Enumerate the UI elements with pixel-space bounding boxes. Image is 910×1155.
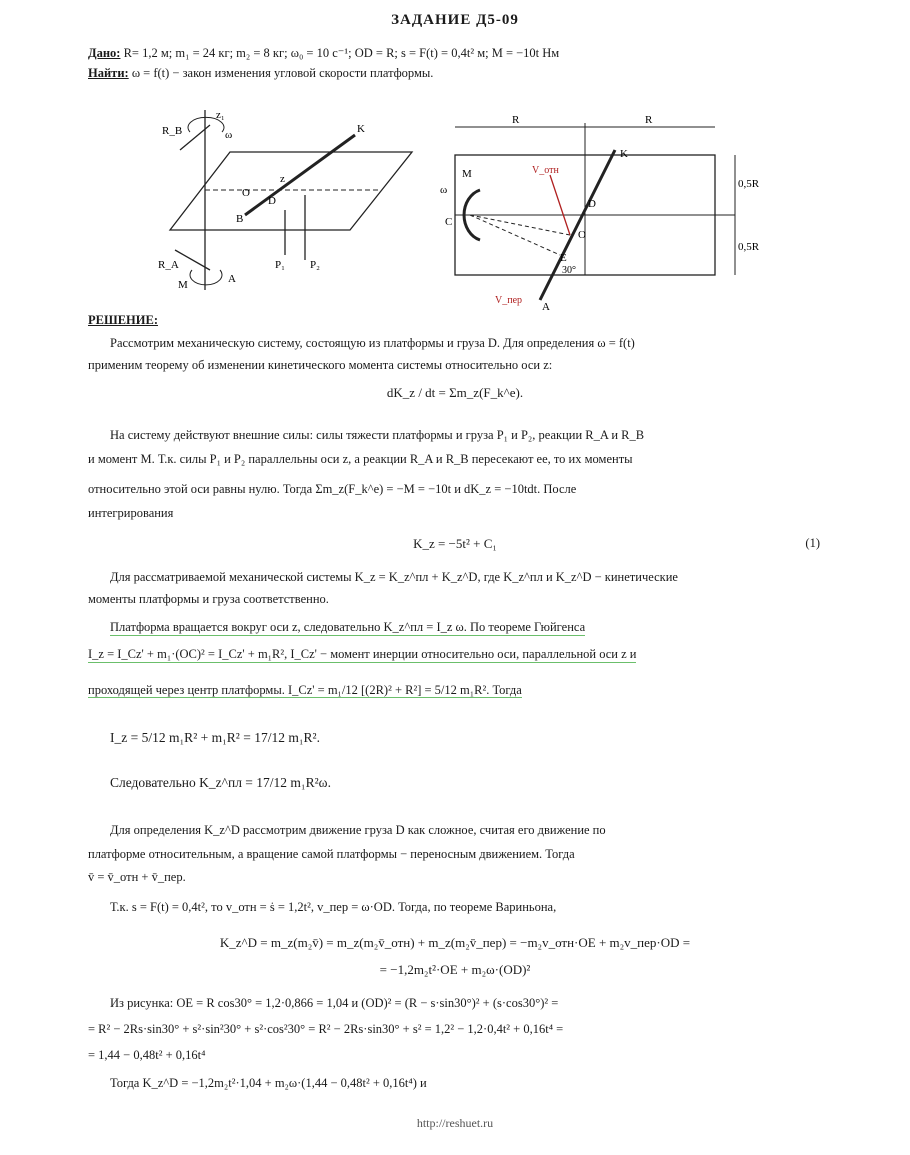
od-line [470, 215, 560, 255]
paragraph-4c-text: проходящей через центр платформы. I_Cz' = m₁/12 [(2R)² + R²] = 5/12 m₁R². Тогда [88, 683, 522, 697]
fig2-label-v-otn: V_отн [532, 165, 559, 176]
equation-6: = −1,2m₂t²·OE + m₂ω·(OD)² [379, 962, 531, 977]
paragraph-4c [88, 683, 522, 698]
page-title: ЗАДАНИЕ Д5-09 [391, 12, 519, 28]
fig2-label-omega: ω [440, 184, 448, 196]
equation-5: K_z^D = m_z(m₂v̄) = m_z(m₂v̄_отн) + m_z(m₂v̄_пер) = −m₂v_отн·OE + m₂v_пер·OD = [219, 935, 691, 950]
fig2-label-k: K [620, 148, 628, 160]
fig1-label-m: M [178, 279, 188, 291]
fig2-label-05r-bottom: 0,5R [738, 241, 760, 253]
paragraph-2b: и момент M. Т.к. силы P₁ и P₂ параллельны оси z, а реакции R_A и R_B пересекают ее, то их моменты [88, 452, 633, 466]
equation-1: dK_z / dt = Σm_z(F_k^e). [386, 385, 524, 400]
fig1-label-p2: P₂ [310, 259, 320, 271]
fig1-label-d: D [268, 195, 276, 207]
paragraph-1b: применим теорему об изменении кинетического момента системы относительно оси z: [88, 358, 553, 372]
paragraph-2d: интегрирования [88, 506, 174, 520]
paragraph-3a: Для рассматриваемой механической системы K_z = K_z^пл + K_z^D, где K_z^пл и K_z^D − кинетические [110, 570, 678, 584]
footer-url[interactable]: http://reshuet.ru [416, 1116, 494, 1130]
find-line [88, 66, 433, 81]
paragraph-2a: На систему действуют внешние силы: силы тяжести платформы и груза P₁ и P₂, реакции R_A и R_B [110, 428, 645, 442]
paragraph-7c: = 1,44 − 0,48t² + 0,16t⁴ [88, 1048, 206, 1062]
given-line [88, 45, 559, 61]
solution-label [88, 313, 158, 328]
fig2-label-v-per: V_пер [495, 295, 523, 306]
paragraph-5b: платформе относительным, а вращение самой платформы − переносным движением. Тогда [88, 847, 575, 861]
equation-3: I_z = 5/12 m₁R² + m₁R² = 17/12 m₁R². [110, 730, 320, 745]
moment-arc [190, 270, 222, 285]
fig2-label-angle: 30° [562, 265, 576, 276]
fig1-label-k: K [357, 123, 365, 135]
fig2-label-a: A [542, 301, 550, 313]
find-label: Найти: [88, 66, 129, 80]
oe-line [470, 215, 570, 235]
fig1-label-omega: ω [225, 129, 233, 141]
fig2-label-05r-top: 0,5R [738, 178, 760, 190]
paragraph-1a: Рассмотрим механическую систему, состоящую из платформы и груза D. Для определения ω = f(t) [110, 336, 635, 350]
paragraph-3b: моменты платформы и груза соответственно. [88, 592, 329, 606]
paragraph-8: Тогда K_z^D = −1,2m₂t²·1,04 + m₂ω·(1,44 − 0,48t² + 0,16t⁴) и [110, 1076, 427, 1090]
fig1-label-p1: P₁ [275, 259, 285, 271]
equation-2-number: (1) [805, 536, 820, 550]
equation-4: Следовательно K_z^пл = 17/12 m₁R²ω. [110, 775, 331, 790]
paragraph-6: Т.к. s = F(t) = 0,4t², то v_отн = ṡ = 1,2t², v_пер = ω·OD. Тогда, по теореме Вариньона, [110, 900, 557, 914]
fig2-label-e: E [560, 252, 567, 264]
paragraph-7a: Из рисунка: OE = R cos30° = 1,2·0,866 = 1,04 и (OD)² = (R − s·sin30°)² + (s·cos30°)² = [110, 996, 559, 1010]
given-text: R= 1,2 м; m₁ = 24 кг; m₂ = 8 кг; ω₀ = 10 с⁻¹; OD = R; s = F(t) = 0,4t² м; M = −10t Нм [123, 46, 560, 60]
fig2-label-r2: R [645, 115, 653, 126]
paragraph-5c: v̄ = v̄_отн + v̄_пер. [88, 870, 186, 884]
fig1-label-o: O [242, 187, 250, 199]
fig2-label-r1: R [512, 115, 520, 126]
fig1-label-rb: R_B [162, 125, 183, 137]
groove-line [245, 135, 355, 215]
paragraph-4a: Платформа вращается вокруг оси z, следовательно K_z^пл = I_z ω. По теореме Гюйгенса [110, 620, 586, 634]
fig2-label-o: O [578, 229, 586, 241]
fig1-label-ra: R_A [158, 259, 179, 271]
fig2-label-m: M [462, 168, 472, 180]
fig1-label-z: z [280, 173, 285, 185]
figure-perspective [150, 100, 420, 300]
v-per-arrow [550, 175, 570, 235]
platform-outline [170, 152, 412, 230]
fig1-label-b: B [236, 213, 244, 225]
fig1-label-a: A [228, 273, 236, 285]
fig2-label-c: C [445, 216, 453, 228]
equation-2: K_z = −5t² + C₁ [413, 536, 497, 551]
given-label: Дано: [88, 46, 121, 60]
find-text: ω = f(t) − закон изменения угловой скорости платформы. [131, 66, 434, 80]
figure-top-view [440, 115, 760, 315]
fig2-label-d: D [588, 198, 596, 210]
paragraph-2c: относительно этой оси равны нулю. Тогда Σm_z(F_k^e) = −M = −10t и dK_z = −10tdt. После [88, 482, 577, 496]
paragraph-4b: I_z = I_Cz' + m₁·(OC)² = I_Cz' + m₁R², I_Cz' − момент инерции относительно оси, параллельной оси z и [88, 647, 637, 661]
paragraph-5a: Для определения K_z^D рассмотрим движение груза D как сложное, считая его движение по [110, 823, 606, 837]
solution-heading: РЕШЕНИЕ: [88, 313, 158, 327]
fig1-label-z1: z₁ [216, 109, 225, 121]
paragraph-7b: = R² − 2Rs·sin30° + s²·sin²30° + s²·cos²30° = R² − 2Rs·sin30° + s² = 1,2² − 1,2·0,4t² + 0,16t⁴ = [88, 1022, 564, 1036]
